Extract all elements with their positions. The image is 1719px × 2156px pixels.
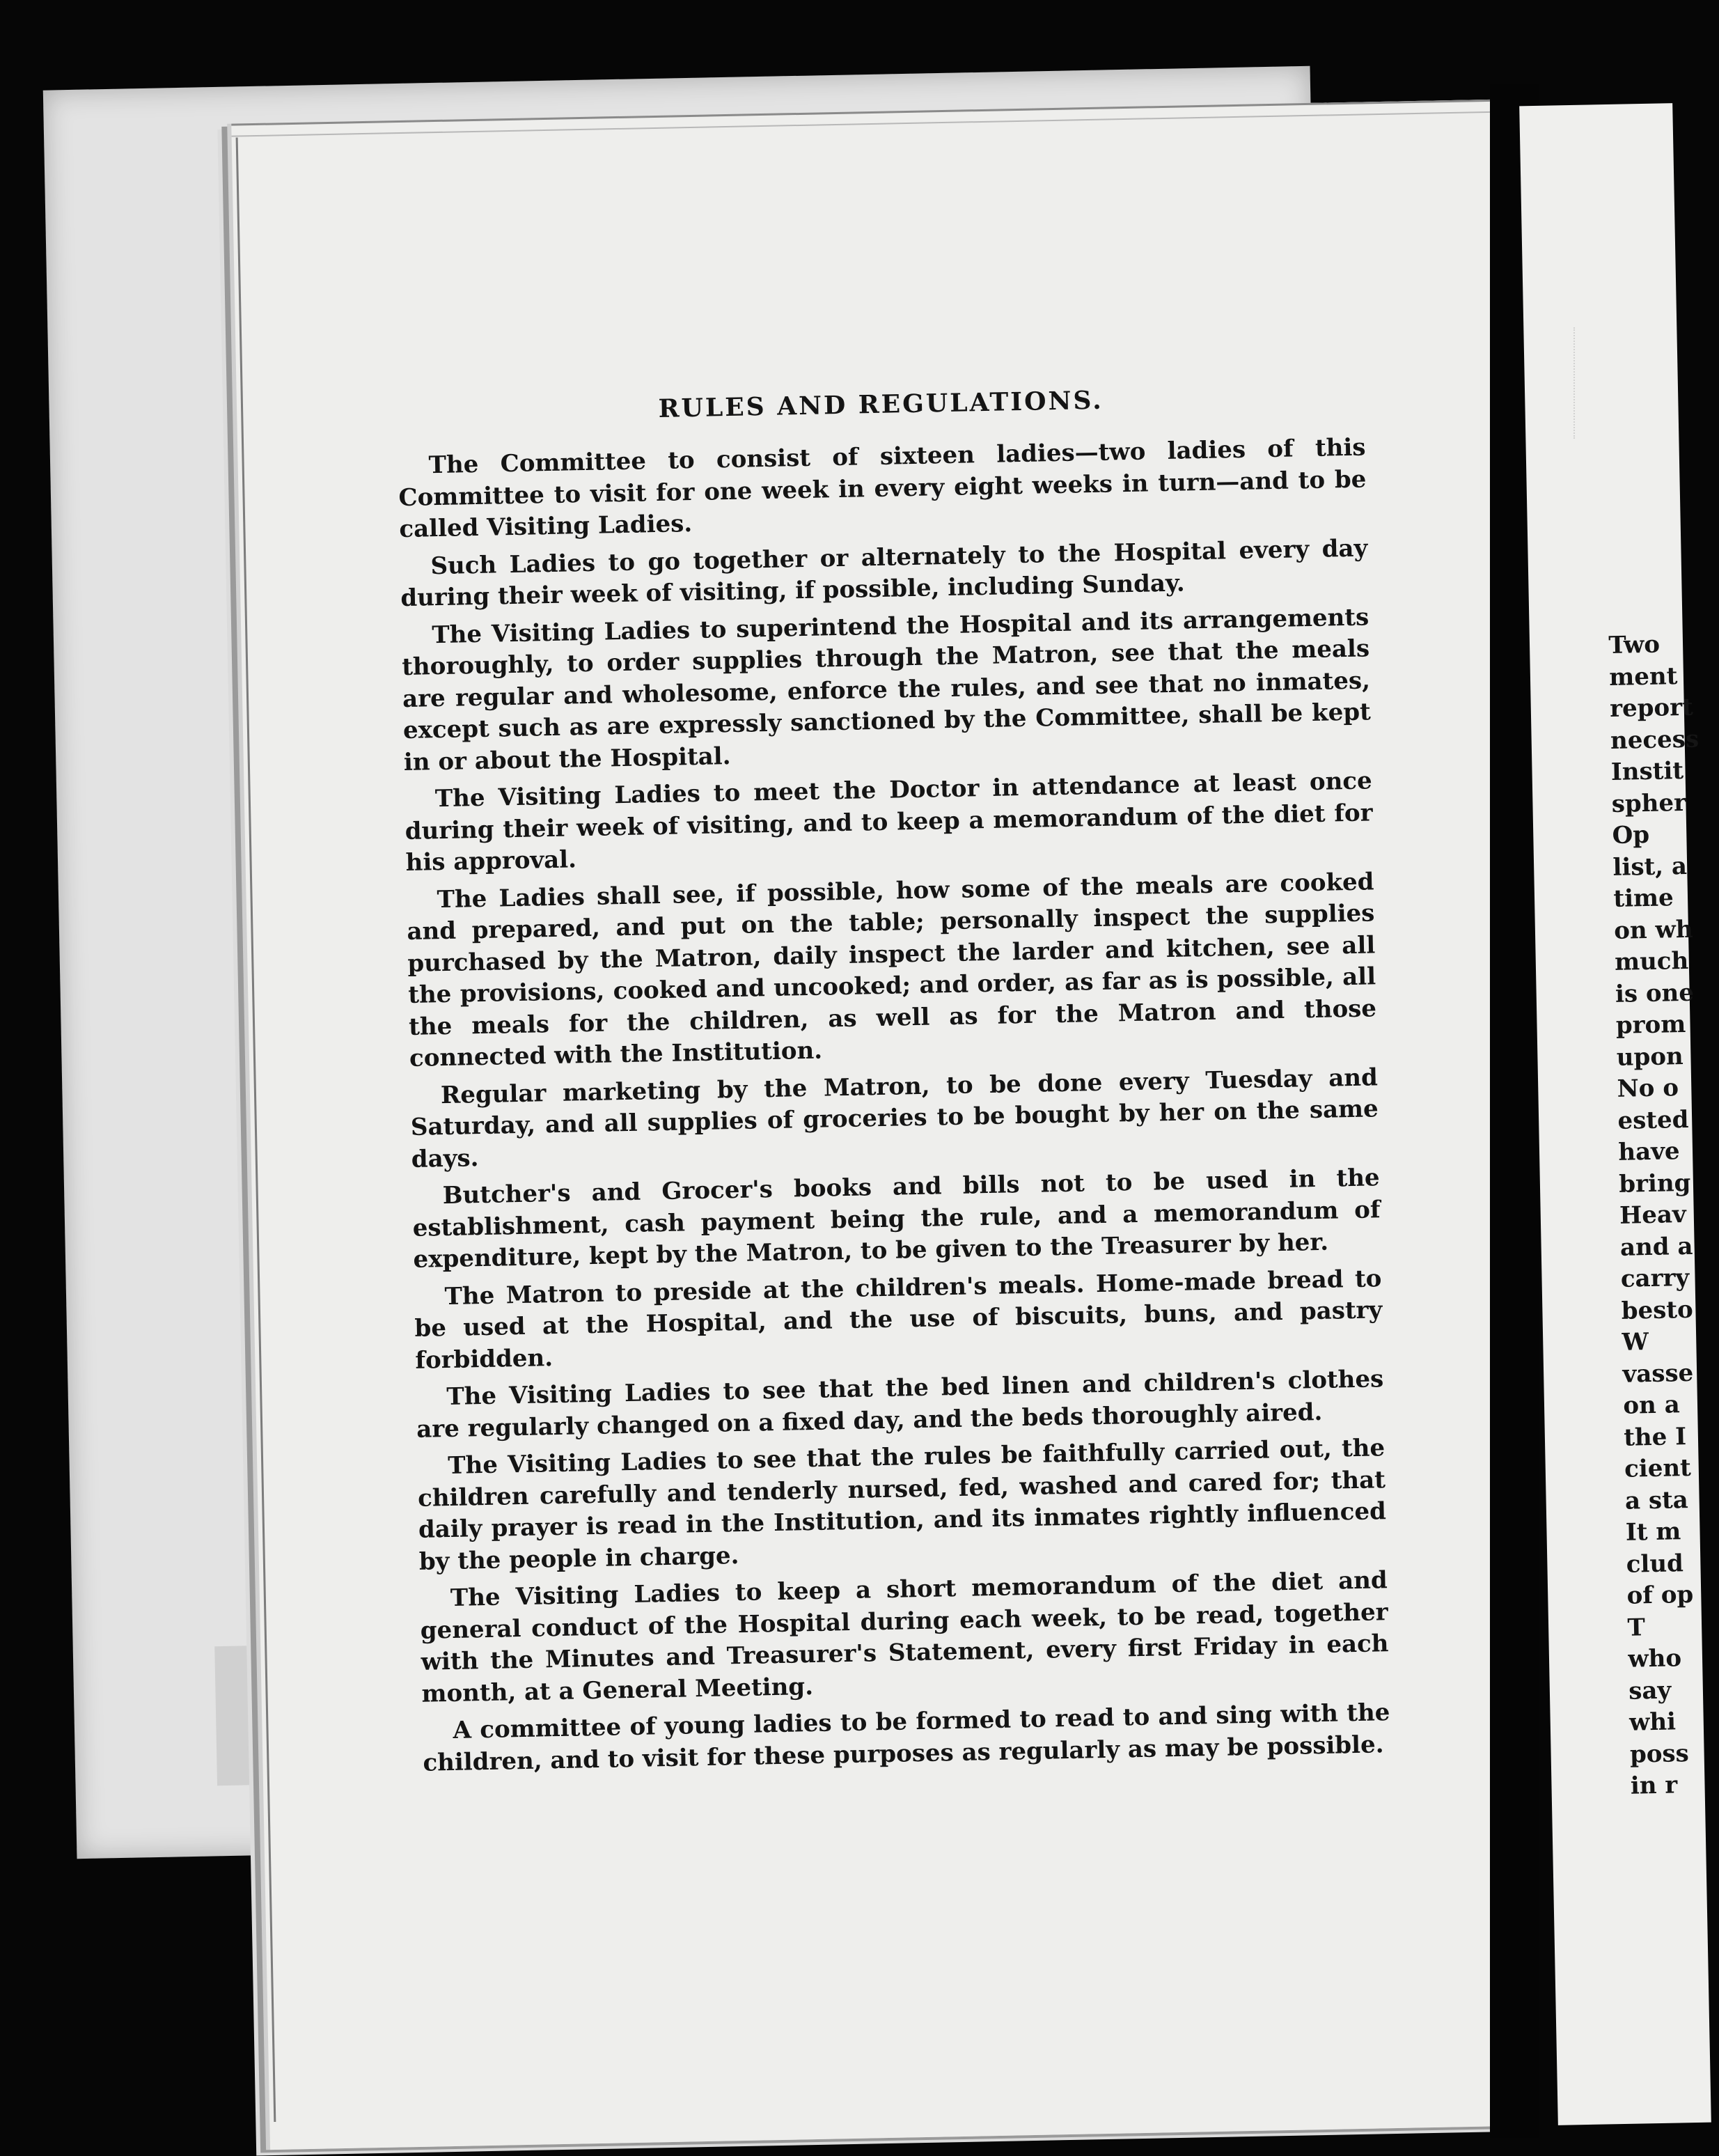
facing-page-line: No o <box>1617 1074 1679 1103</box>
facing-page-line: Heav <box>1619 1201 1687 1230</box>
rule-paragraph: The Visiting Ladies to superintend the Hospital and its arrangements thoroughly, to order supplies through the Matron, see that the meals are regular and wholesome, enforce the rules, and see that no inmates, except such as are expressly sanctioned by the Committee, shall be kept in or about the Hospital. <box>401 602 1372 776</box>
rule-paragraph: The Visiting Ladies to keep a short memorandum of the diet and general conduct of the Hospital during each week, to be read, together with the Minutes and Treasurer's Statement, every first Friday in each month, at a General Meeting. <box>420 1566 1389 1708</box>
facing-page-line: much <box>1614 946 1689 976</box>
facing-page-line: It m <box>1625 1517 1681 1547</box>
facing-page-line: besto <box>1621 1295 1694 1325</box>
rule-paragraph: The Matron to preside at the children's meals. Home-made bread to be used at the Hospital, and the use of biscuits, buns, and pastry forbidden. <box>414 1264 1383 1375</box>
facing-page-line: in r <box>1630 1771 1678 1800</box>
rule-paragraph: The Visiting Ladies to see that the rules be faithfully carried out, the children carefully and tenderly nursed, fed, washed and cared for; that daily prayer is read in the Institution, and its inmates rightly influenced by the people in charge. <box>417 1434 1387 1576</box>
page-title: RULES AND REGULATIONS. <box>658 385 1104 423</box>
facing-page-line: whi <box>1628 1708 1677 1737</box>
main-page <box>231 100 1530 2150</box>
facing-page-line: of op <box>1626 1580 1694 1610</box>
facing-page-line: necess <box>1610 725 1700 755</box>
facing-page-line: prom <box>1615 1010 1686 1040</box>
facing-page-line: Op <box>1612 820 1650 850</box>
facing-page-line: who <box>1627 1644 1682 1673</box>
facing-page-line: ested <box>1617 1105 1689 1135</box>
facing-page-line: bring <box>1618 1169 1691 1198</box>
facing-page-line: list, a <box>1612 852 1688 882</box>
rule-paragraph: A committee of young ladies to be formed to read to and sing with the children, and to visit for these purposes as regularly as may be possible. <box>423 1698 1390 1777</box>
facing-page-line: carry <box>1620 1263 1690 1293</box>
facing-page-line: on wh <box>1613 915 1693 945</box>
facing-page-line: ment <box>1608 662 1678 692</box>
facing-page-line: W <box>1622 1328 1649 1357</box>
facing-page-line: say <box>1628 1676 1672 1705</box>
facing-page-line: poss <box>1629 1739 1690 1769</box>
facing-page-line: clud <box>1626 1549 1684 1579</box>
facing-page-line: time <box>1613 884 1674 913</box>
facing-page-line: report <box>1609 693 1694 723</box>
rules-text-block <box>397 380 1391 1784</box>
facing-page-line: Instit <box>1610 756 1684 786</box>
facing-page-line: and a <box>1619 1232 1693 1262</box>
rule-paragraph: The Visiting Ladies to see that the bed linen and children's clothes are regularly changed on a fixed day, and the beds thoroughly aired. <box>416 1365 1384 1444</box>
facing-page-line: have <box>1618 1137 1680 1166</box>
facing-page-line: upon <box>1616 1042 1684 1072</box>
facing-page-line: on a <box>1623 1391 1681 1420</box>
rule-paragraph: Butcher's and Grocer's books and bills not to be used in the establishment, cash payment being the rule, and a memorandum of expenditure, kept by the Matron, to be given to the Treasurer by her. <box>412 1164 1381 1274</box>
facing-page-line: Two <box>1608 630 1661 659</box>
facing-page-line: T <box>1627 1613 1646 1642</box>
rule-paragraph: The Ladies shall see, if possible, how some of the meals are cooked and prepared, and put on the table; personally inspect the supplies purchased by the Matron, daily inspect the larder and kitchen, see all the provisions, cooked and uncooked; and order, as far as is possible, all the meals for the children, as well as for the Matron and those connected with the Institution. <box>407 867 1377 1072</box>
facing-page-line: the I <box>1623 1422 1687 1452</box>
facing-page-line: cient <box>1624 1453 1692 1483</box>
facing-page-line: is one <box>1615 978 1695 1008</box>
facing-page-line: vasse <box>1622 1359 1694 1389</box>
faint-bleed-marks <box>1573 327 1645 439</box>
rule-paragraph: Such Ladies to go together or alternately to the Hospital every day during their week of visiting, if possible, including Sunday. <box>400 533 1368 613</box>
rule-paragraph: The Committee to consist of sixteen ladies—two ladies of this Committee to visit for one week in every eight weeks in turn—and to be called Visiting Ladies. <box>398 433 1367 544</box>
rule-paragraph: Regular marketing by the Matron, to be done every Tuesday and Saturday, and all supplies of groceries to be bought by her on the same days. <box>410 1063 1379 1173</box>
rule-paragraph: The Visiting Ladies to meet the Doctor in attendance at least once during their week of visiting, and to keep a memorandum of the diet for his approval. <box>405 767 1373 877</box>
facing-page-line: spher <box>1611 788 1687 818</box>
facing-page-line: a sta <box>1624 1485 1689 1515</box>
